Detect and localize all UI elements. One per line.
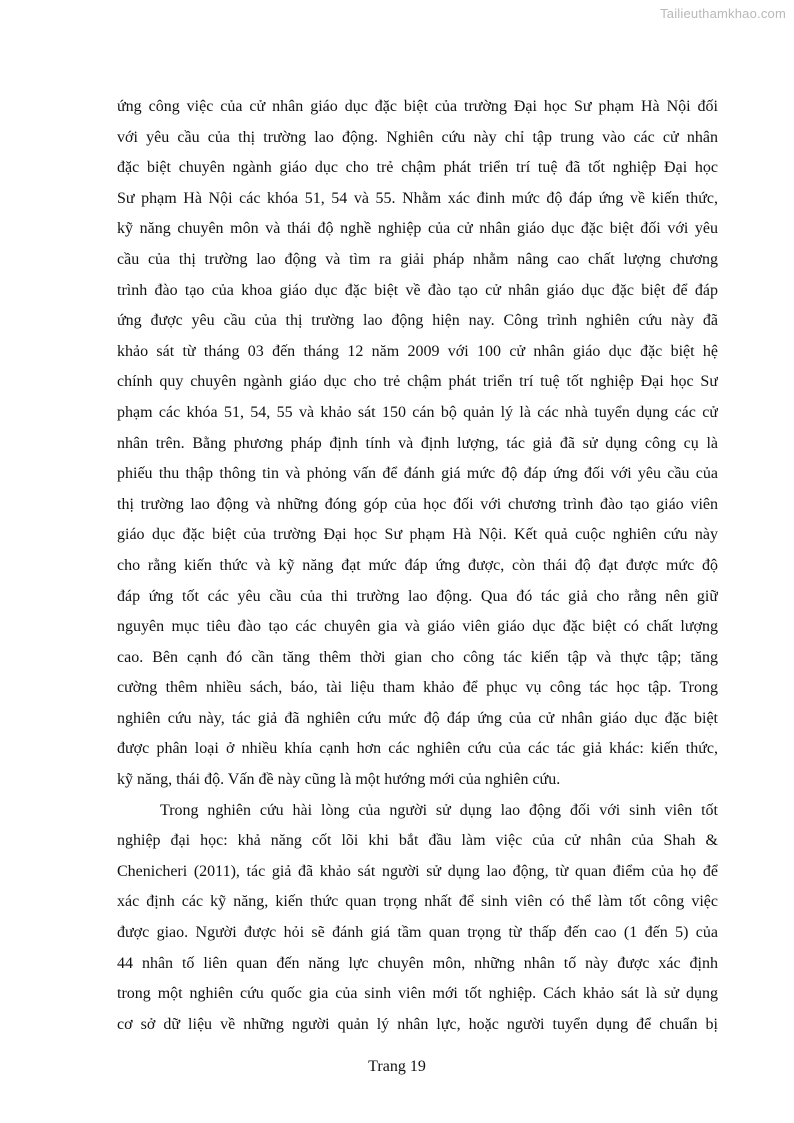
paragraph <box>117 796 718 1041</box>
text-line: cầu của thị trường lao động và tìm ra giải pháp nhằm nâng cao chất lượng chương <box>117 250 718 268</box>
text-line: nguyên mục tiêu đào tạo các chuyên gia và giáo viên giáo dục đặc biệt có chất lượng <box>117 618 718 636</box>
text-line: chính quy chuyên ngành giáo dục cho trẻ chậm phát triển trí tuệ tốt nghiệp Đại học Sư <box>117 373 718 391</box>
text-line: với yêu cầu của thị trường lao động. Nghiên cứu này chỉ tập trung vào các cử nhân <box>117 128 718 146</box>
paragraph <box>117 92 718 796</box>
text-line: được giao. Người được hỏi sẽ đánh giá tầm quan trọng từ thấp đến cao (1 đến 5) của <box>117 924 718 942</box>
text-line: Sư phạm Hà Nội các khóa 51, 54 và 55. Nhằm xác đinh mức độ đáp ứng về kiến thức, <box>117 189 718 207</box>
text-line: nghiệp đại học: khả năng cốt lõi khi bắt đầu làm việc của cử nhân của Shah & <box>117 832 718 850</box>
text-line: giáo dục đặc biệt của trường Đại học Sư phạm Hà Nội. Kết quả cuộc nghiên cứu này <box>117 526 718 544</box>
document-body <box>117 92 718 1040</box>
text-line: nhân trên. Bằng phương pháp định tính và định lượng, tác giả đã sử dụng công cụ là <box>117 434 718 452</box>
text-line: 44 nhân tố liên quan đến năng lực chuyên môn, những nhân tố này được xác định <box>117 954 718 972</box>
text-line: cường thêm nhiều sách, báo, tài liệu tham khảo để phục vụ công tác học tập. Trong <box>117 679 718 697</box>
text-line: kỹ năng chuyên môn và thái độ nghề nghiệp của cử nhân giáo dục đặc biệt đối với yêu <box>117 220 718 238</box>
text-line: đặc biệt chuyên ngành giáo dục cho trẻ chậm phát triển trí tuệ đã tốt nghiệp Đại học <box>117 159 718 177</box>
text-line: kỹ năng, thái độ. Vấn đề này cũng là một hướng mới của nghiên cứu. <box>117 771 561 789</box>
text-line: thị trường lao động và những đóng góp của học đối với chương trình đào tạo giáo viên <box>117 495 718 513</box>
text-line: đáp ứng tốt các yêu cầu của thi trường lao động. Qua đó tác giả cho rằng nên giữ <box>117 587 718 605</box>
text-line: cao. Bên cạnh đó cần tăng thêm thời gian cho công tác kiến tập và thực tập; tăng <box>117 648 718 666</box>
text-line: trình đào tạo của khoa giáo dục đặc biệt về đào tạo cử nhân giáo dục đặc biệt để đáp <box>117 281 718 299</box>
text-line: nghiên cứu này, tác giả đã nghiên cứu mức độ đáp ứng của cử nhân giáo dục đặc biệt <box>117 709 718 727</box>
text-line: phạm các khóa 51, 54, 55 và khảo sát 150 cán bộ quản lý là các nhà tuyển dụng các cử <box>117 403 718 421</box>
text-line: cơ sở dữ liệu về những người quản lý nhân lực, hoặc người tuyển dụng để chuẩn bị <box>117 1015 718 1033</box>
text-line: khảo sát từ tháng 03 đến tháng 12 năm 2009 với 100 cử nhân giáo dục đặc biệt hệ <box>117 342 718 360</box>
page-number: Trang 19 <box>368 1058 426 1075</box>
text-line: Trong nghiên cứu hài lòng của người sử dụng lao động đối với sinh viên tốt <box>160 801 718 819</box>
text-line: ứng công việc của cử nhân giáo dục đặc biệt của trường Đại học Sư phạm Hà Nội đối <box>117 98 718 115</box>
text-line: phiếu thu thập thông tin và phỏng vấn để đánh giá mức độ đáp ứng đối với yêu cầu của <box>117 465 718 483</box>
text-line: Chenicheri (2011), tác giả đã khảo sát người sử dụng lao động, từ quan điểm của họ để <box>117 862 718 880</box>
text-line: trong một nghiên cứu quốc gia của sinh viên mới tốt nghiệp. Cách khảo sát là sử dụng <box>117 985 718 1003</box>
text-line: cho rằng kiến thức và kỹ năng đạt mức đáp ứng được, còn thái độ đạt được mức độ <box>117 556 718 574</box>
text-line: xác định các kỹ năng, kiến thức quan trọng nhất để sinh viên có thể làm tốt công việc <box>117 893 718 911</box>
text-line: ứng được yêu cầu của thị trường lao động hiện nay. Công trình nghiên cứu này đã <box>117 312 718 330</box>
text-line: được phân loại ở nhiều khía cạnh hơn các nghiên cứu của các tác giả khác: kiến thức, <box>117 740 718 758</box>
watermark-text: Tailieuthamkhao.com <box>660 6 786 21</box>
